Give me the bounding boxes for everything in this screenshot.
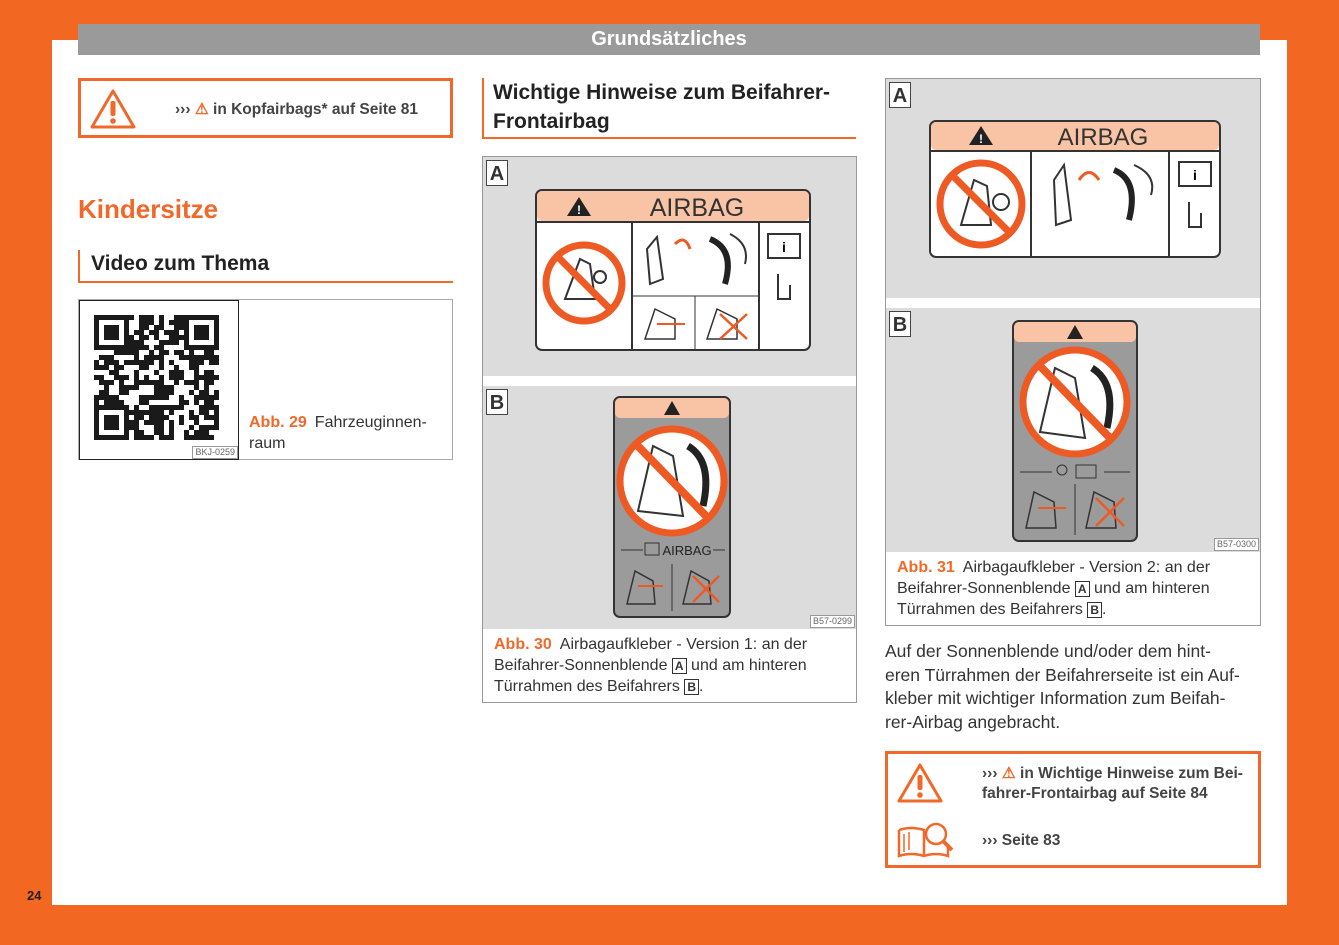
airbag-sticker-b [1012,320,1138,542]
page-reference-link[interactable]: ››› Seite 83 [982,832,1061,849]
panel-a [886,79,1260,298]
caption-text: und am hinteren [691,657,807,674]
figure-caption [897,557,1257,620]
body-text [885,640,1260,734]
svg-text:i: i [1193,167,1197,183]
figure-caption [494,634,854,697]
figure-label: Abb. 29 [249,414,307,431]
caption-text: Beifahrer-Sonnenblende [494,657,668,674]
warning-text: in Wichtige Hinweise zum Bei- [1020,765,1243,782]
figure-30 [482,156,857,703]
figure-31 [885,78,1261,626]
label-a: A [672,658,687,674]
airbag-sticker-a [535,189,811,351]
sticker-title: AIRBAG [649,194,745,222]
warning-text: fahrer-Frontairbag auf Seite 84 [982,785,1208,802]
panel-label: B [889,311,911,337]
figure-code: B57-0300 [1214,538,1259,551]
warning-link[interactable] [982,764,1243,804]
figure-code: BKJ-0259 [192,446,238,459]
label-b: B [684,679,699,695]
caption-text: Airbagaufkleber - Version 1: an der [559,636,808,653]
figure-label: Abb. 31 [897,559,955,576]
caption-text: Airbagaufkleber - Version 2: an der [962,559,1211,576]
caption-text: Fahrzeuginnen- [314,414,427,431]
airbag-sticker-b [613,396,731,618]
label-a: A [1075,581,1090,597]
panel-label: A [889,82,911,108]
caption-text: Türrahmen des Beifahrers [897,601,1083,618]
small-warning-icon: ⚠ [1001,765,1016,782]
panel-label: B [486,389,508,415]
warning-text: in Kopfairbags* auf Seite 81 [213,101,419,118]
caption-text: raum [249,435,286,452]
qr-code[interactable] [79,300,239,460]
panel-b [886,308,1260,552]
svg-text:!: ! [577,203,581,217]
text-line: eren Türrahmen der Beifahrerseite ist ein Auf- [885,664,1240,685]
figure-code: B57-0299 [810,615,855,628]
sticker-title: AIRBAG [662,543,712,558]
small-warning-icon: ⚠ [194,101,209,118]
text-line: rer-Airbag angebracht. [885,711,1061,732]
heading-accent [482,78,484,139]
panel-b [483,386,856,629]
subsection-heading: Video zum Thema [78,250,453,283]
book-search-icon [896,820,956,860]
text-line: kleber mit wichtiger Information zum Beifah- [885,688,1226,708]
figure-caption [249,412,427,454]
sticker-title: AIRBAG [1057,124,1149,151]
svg-text:i: i [782,239,786,255]
page-number: 24 [27,888,42,903]
caption-text: und am hinteren [1094,580,1210,597]
figure-29 [78,299,453,460]
caption-text: . [1101,601,1107,618]
panel-a [483,157,856,376]
heading-line: Wichtige Hinweise zum Beifahrer- [493,81,831,104]
section-heading: Kindersitze [78,194,219,224]
label-b: B [1087,602,1102,618]
caption-text: Beifahrer-Sonnenblende [897,580,1071,597]
figure-label: Abb. 30 [494,636,552,653]
warning-link[interactable] [175,100,418,120]
caption-text: Türrahmen des Beifahrers [494,678,680,695]
chevrons: ››› [982,765,998,782]
warning-box [78,78,453,138]
page-header: Grundsätzliches [78,24,1260,55]
svg-text:!: ! [979,132,983,146]
section-heading-airbag [482,78,856,139]
caption-text: . [698,678,704,695]
text-line: Auf der Sonnenblende und/oder dem hint- [885,641,1211,661]
heading-line: Frontairbag [493,110,610,133]
chevrons: ››› [175,101,191,118]
panel-label: A [486,160,508,186]
airbag-sticker-a [929,120,1221,258]
warning-box [885,751,1261,868]
warning-icon [89,88,137,130]
warning-icon [896,762,944,804]
